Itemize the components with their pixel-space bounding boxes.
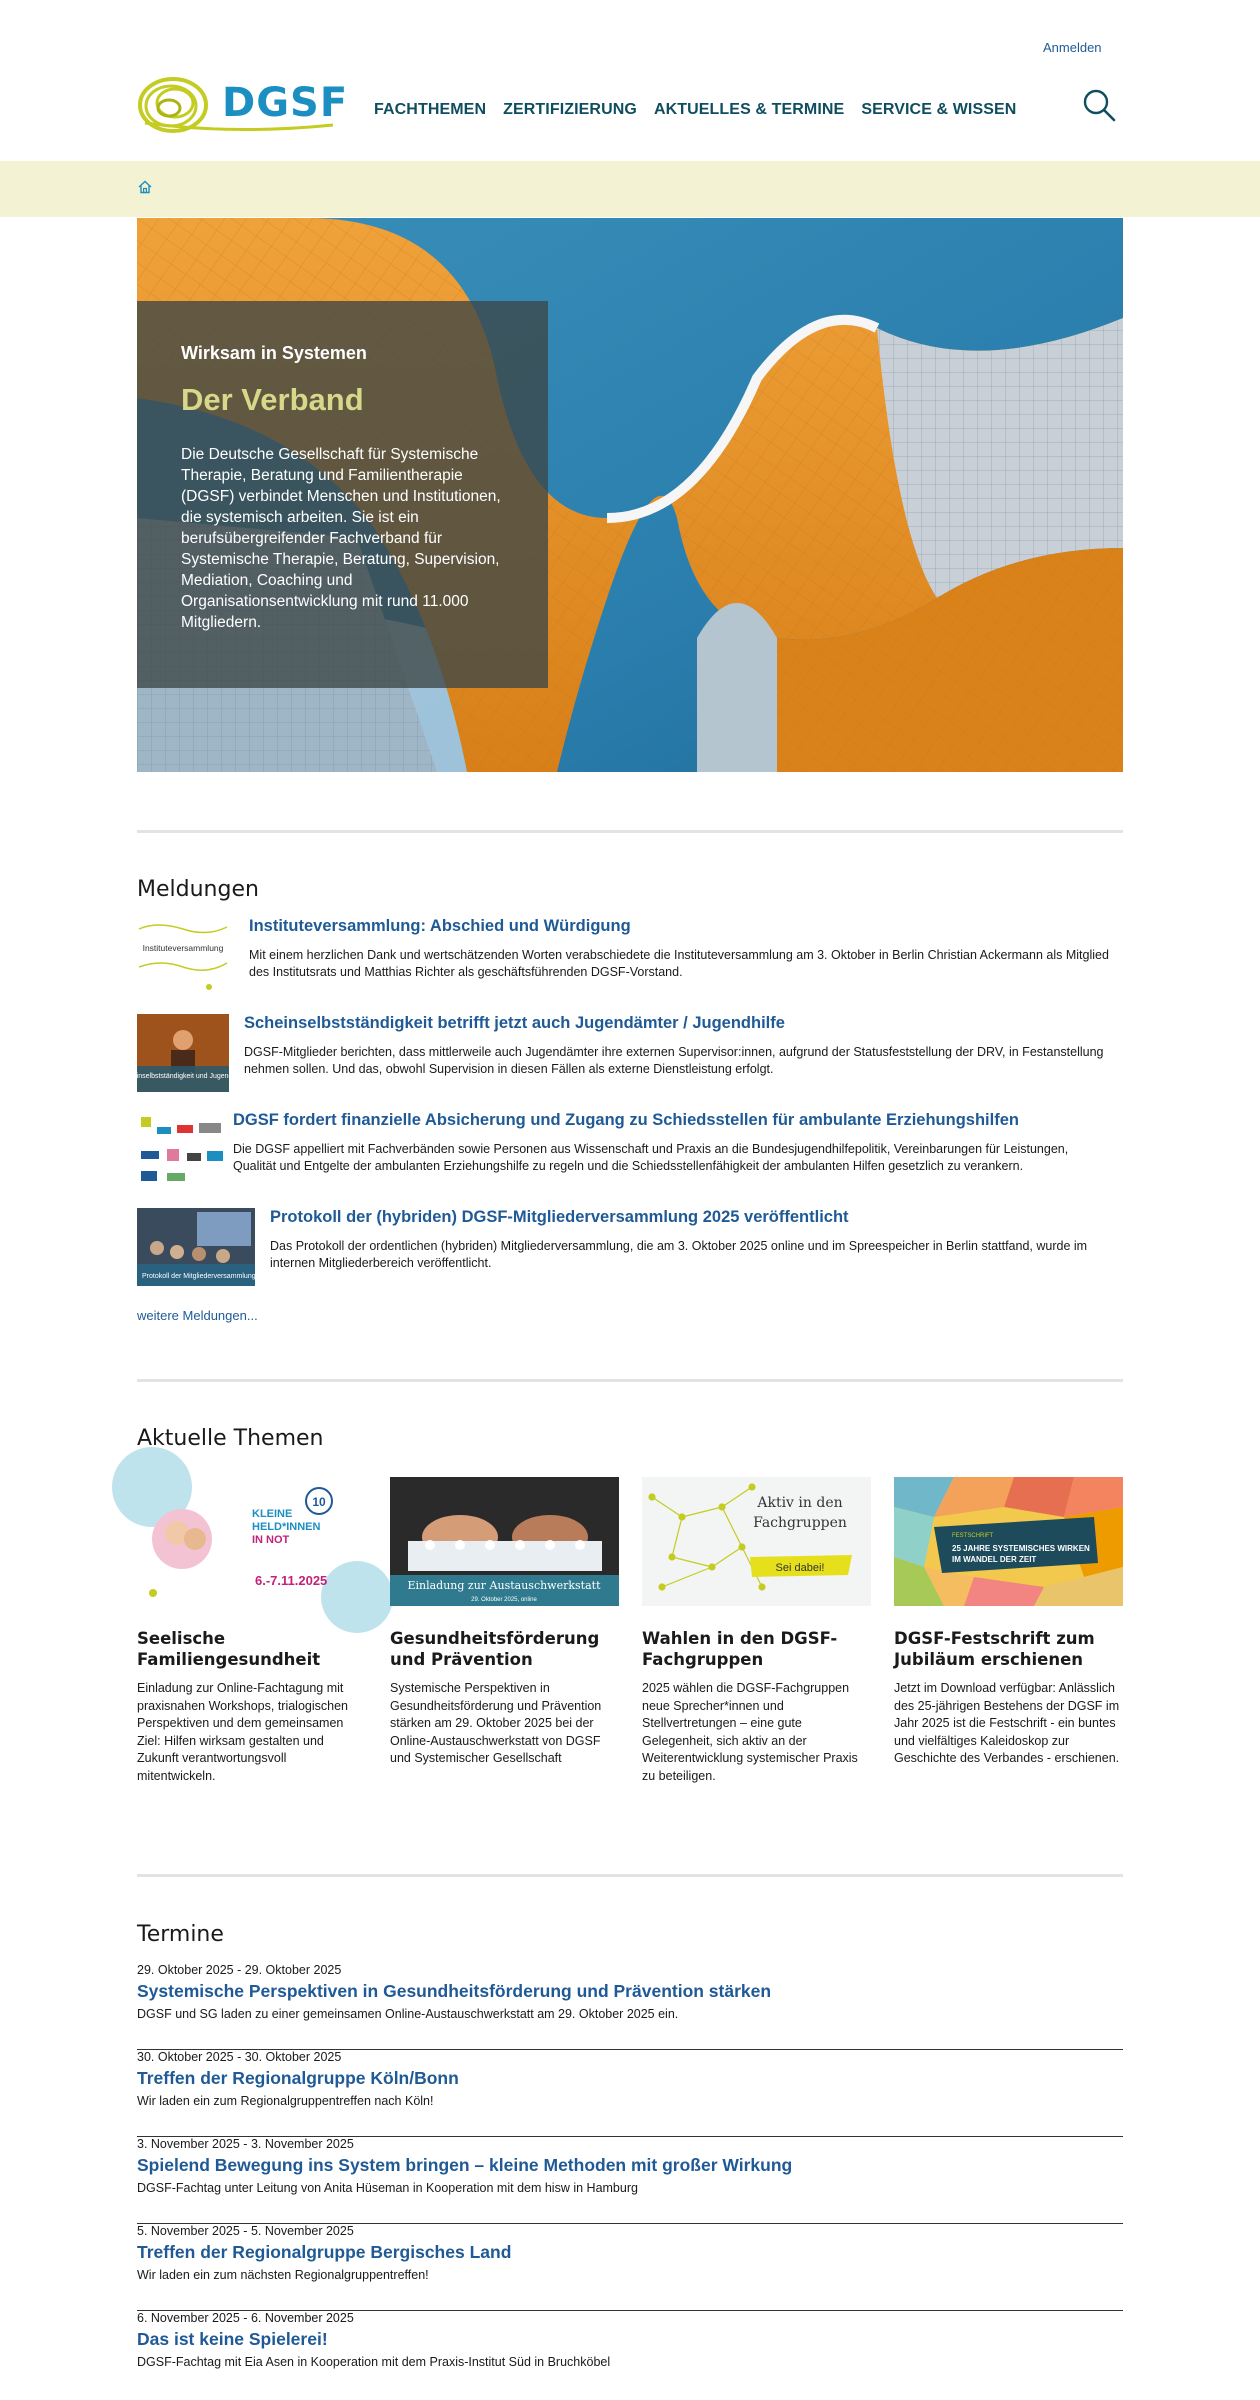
theme-img-text: 25 JAHRE SYSTEMISCHES WIRKEN xyxy=(952,1544,1090,1553)
event-date: 29. Oktober 2025 - 29. Oktober 2025 xyxy=(137,1963,342,1977)
event-item[interactable] xyxy=(137,2050,1123,2137)
news-thumbnail[interactable] xyxy=(137,1208,255,1286)
nav-fachthemen[interactable]: FACHTHEMEN xyxy=(374,101,487,118)
theme-title[interactable]: Seelische Familiengesundheit xyxy=(137,1629,321,1669)
news-thumbnail[interactable] xyxy=(120,1014,246,1092)
news-text: DGSF-Mitglieder berichten, dass mittlerweile auch Jugendämter ihre externen Supervisor:innen, aufgrund der Statusfeststellung der DRV, in Festanstellung nehmen sollen. Und das, obwohl Supervision in diesen Fällen als externe Dienstleistung erfolgt. xyxy=(244,1045,1104,1076)
news-thumb-label: Scheinselbstständigkeit und Jugendhilfe xyxy=(120,1073,246,1080)
news-thumb-label: Instituteversammlung xyxy=(142,943,224,953)
event-text: DGSF-Fachtag unter Leitung von Anita Hüseman in Kooperation mit dem hisw in Hamburg xyxy=(137,2181,638,2195)
login-link[interactable]: Anmelden xyxy=(1043,40,1102,55)
home-icon[interactable] xyxy=(138,180,152,194)
theme-img-text: 29. Oktober 2025, online xyxy=(471,1597,537,1603)
theme-img-text: Einladung zur Austauschwerkstatt xyxy=(407,1579,601,1592)
theme-image[interactable] xyxy=(137,1477,366,1606)
main-nav xyxy=(374,101,1016,119)
theme-img-text: Aktiv in den xyxy=(757,1495,843,1511)
news-item[interactable] xyxy=(137,1111,1123,1191)
theme-card[interactable] xyxy=(137,1477,366,1785)
theme-title[interactable]: Gesundheitsförderung und Prävention xyxy=(390,1629,600,1669)
event-title[interactable]: Treffen der Regionalgruppe Bergisches Land xyxy=(137,2242,512,2262)
logo-text[interactable]: DGSF xyxy=(222,80,349,126)
hero-description: Die Deutsche Gesellschaft für Systemische Therapie, Beratung und Familientherapie (DGSF) verbindet Menschen und Institutionen, die systemisch arbeiten. Sie ist ein berufsübergreifender Fachverband für Systemische Therapie, Beratung, Supervision, Mediation, Coaching und Organisationsentwicklung mit rund 11.000 Mitgliedern. xyxy=(181,446,501,631)
news-heading: Meldungen xyxy=(137,877,259,902)
news-thumbnail[interactable] xyxy=(137,917,229,995)
event-title[interactable]: Systemische Perspektiven in Gesundheitsförderung und Prävention stärken xyxy=(137,1981,772,2001)
theme-img-date: 6.-7.11.2025 xyxy=(255,1573,328,1588)
news-thumb-label: Protokoll der Mitgliederversammlung xyxy=(142,1273,256,1280)
event-text: DGSF und SG laden zu einer gemeinsamen Online-Austauschwerkstatt am 29. Oktober 2025 ein. xyxy=(137,2007,679,2021)
event-item[interactable] xyxy=(137,2311,1123,2398)
svg-text:10: 10 xyxy=(312,1495,326,1509)
theme-img-text: Fachgruppen xyxy=(753,1515,847,1531)
hero-text-box xyxy=(137,301,548,688)
themes-heading: Aktuelle Themen xyxy=(137,1426,324,1451)
theme-text: Systemische Perspektiven in Gesundheitsförderung und Prävention stärken am 29. Oktober 2025 bei der Online-Austauschwerkstatt von DGSF und Systemischer Gesellschaft xyxy=(390,1681,602,1765)
news-title[interactable]: Protokoll der (hybriden) DGSF-Mitgliederversammlung 2025 veröffentlicht xyxy=(270,1208,849,1226)
theme-img-text: KLEINE xyxy=(252,1508,293,1520)
event-item[interactable] xyxy=(137,1963,1123,2050)
event-date: 6. November 2025 - 6. November 2025 xyxy=(137,2311,354,2325)
theme-card[interactable] xyxy=(390,1477,619,1768)
event-item[interactable] xyxy=(137,2137,1123,2224)
event-text: Wir laden ein zum Regionalgruppentreffen nach Köln! xyxy=(137,2094,434,2108)
theme-title[interactable]: Wahlen in den DGSF-Fachgruppen xyxy=(642,1629,838,1669)
theme-text: Einladung zur Online-Fachtagung mit praxisnahen Workshops, trialogischen Perspektiven und dem gemeinsamen Ziel: Hilfen wirksam gestalten und Zukunft verantwortungsvoll mitentwickeln. xyxy=(137,1681,348,1783)
hero-banner xyxy=(137,218,1123,772)
theme-image[interactable] xyxy=(894,1477,1123,1606)
more-news-link[interactable]: weitere Meldungen... xyxy=(137,1308,258,1323)
theme-img-text: Sei dabei! xyxy=(775,1562,825,1574)
section-divider xyxy=(137,830,1123,833)
nav-zertifizierung[interactable]: ZERTIFIZIERUNG xyxy=(503,101,637,118)
theme-text: Jetzt im Download verfügbar: Anlässlich des 25-jährigen Bestehens der DGSF im Jahr 2025 ist die Festschrift - ein buntes und vielfältiges Kaleidoskop zur Geschichte des Verbandes - erschienen. xyxy=(894,1681,1120,1765)
event-date: 3. November 2025 - 3. November 2025 xyxy=(137,2137,354,2151)
event-text: DGSF-Fachtag mit Eia Asen in Kooperation mit dem Praxis-Institut Süd in Bruchköbel xyxy=(137,2355,611,2369)
theme-img-text: IM WANDEL DER ZEIT xyxy=(952,1555,1037,1564)
theme-img-text: HELD*INNEN xyxy=(252,1521,321,1533)
news-text: Mit einem herzlichen Dank und wertschätzenden Worten verabschiedete die Instituteversammlung am 3. Oktober in Berlin Christian Ackermann als Mitglied des Institutsrats und Matthias Richter als geschäftsführenden DGSF-Vorstand. xyxy=(249,948,1109,979)
news-text: Das Protokoll der ordentlichen (hybriden) Mitgliederversammlung, die am 3. Oktober 2025 online und im Spreespeicher in Berlin stattfand, wurde im internen Mitgliederbereich veröffentlicht. xyxy=(270,1239,1088,1270)
event-title[interactable]: Das ist keine Spielerei! xyxy=(137,2329,328,2349)
theme-image[interactable] xyxy=(390,1477,619,1606)
event-date: 30. Oktober 2025 - 30. Oktober 2025 xyxy=(137,2050,342,2064)
news-item[interactable] xyxy=(137,1208,1123,1288)
hero-title: Der Verband xyxy=(181,382,364,417)
breadcrumb xyxy=(0,161,1260,217)
hero-kicker: Wirksam in Systemen xyxy=(181,343,367,363)
event-text: Wir laden ein zum nächsten Regionalgruppentreffen! xyxy=(137,2268,429,2282)
theme-card[interactable] xyxy=(642,1477,871,1785)
section-divider xyxy=(137,1874,1123,1877)
theme-text: 2025 wählen die DGSF-Fachgruppen neue Sprecher*innen und Stellvertretungen – eine gute Gelegenheit, sich aktiv an der Weiterentwicklung systemischer Praxis zu beteiligen. xyxy=(642,1681,858,1783)
news-text: Die DGSF appelliert mit Fachverbänden sowie Personen aus Wissenschaft und Praxis an die Bundesjugendhilfepolitik, Vereinbarungen für Leistungen, Qualität und Entgelte der ambulanten Erziehungshilfe zu regeln und die Schiedsstellenfähigkeit der ambulanten Hilfen gesetzlich zu verankern. xyxy=(233,1142,1069,1173)
news-thumbnail[interactable] xyxy=(137,1111,229,1189)
theme-img-text: IN NOT xyxy=(252,1534,290,1546)
section-divider xyxy=(137,1379,1123,1382)
theme-card[interactable] xyxy=(894,1477,1123,1768)
theme-image[interactable] xyxy=(642,1477,871,1606)
event-date: 5. November 2025 - 5. November 2025 xyxy=(137,2224,354,2238)
events-heading: Termine xyxy=(137,1922,224,1947)
search-icon[interactable] xyxy=(1081,87,1117,123)
event-title[interactable]: Treffen der Regionalgruppe Köln/Bonn xyxy=(137,2068,459,2088)
event-title[interactable]: Spielend Bewegung ins System bringen – kleine Methoden mit großer Wirkung xyxy=(137,2155,793,2175)
news-title[interactable]: DGSF fordert finanzielle Absicherung und Zugang zu Schiedsstellen für ambulante Erziehungshilfen xyxy=(233,1111,1019,1129)
news-item[interactable] xyxy=(137,917,1123,997)
news-title[interactable]: Scheinselbstständigkeit betrifft jetzt auch Jugendämter / Jugendhilfe xyxy=(244,1014,785,1032)
theme-title[interactable]: DGSF-Festschrift zum Jubiläum erschienen xyxy=(894,1629,1095,1669)
theme-img-text: FESTSCHRIFT xyxy=(952,1533,994,1539)
news-item[interactable] xyxy=(120,1014,1123,1094)
news-title[interactable]: Instituteversammlung: Abschied und Würdigung xyxy=(249,917,631,935)
event-item[interactable] xyxy=(137,2224,1123,2311)
nav-service-wissen[interactable]: SERVICE & WISSEN xyxy=(861,101,1017,118)
nav-aktuelles-termine[interactable]: AKTUELLES & TERMINE xyxy=(653,101,845,118)
